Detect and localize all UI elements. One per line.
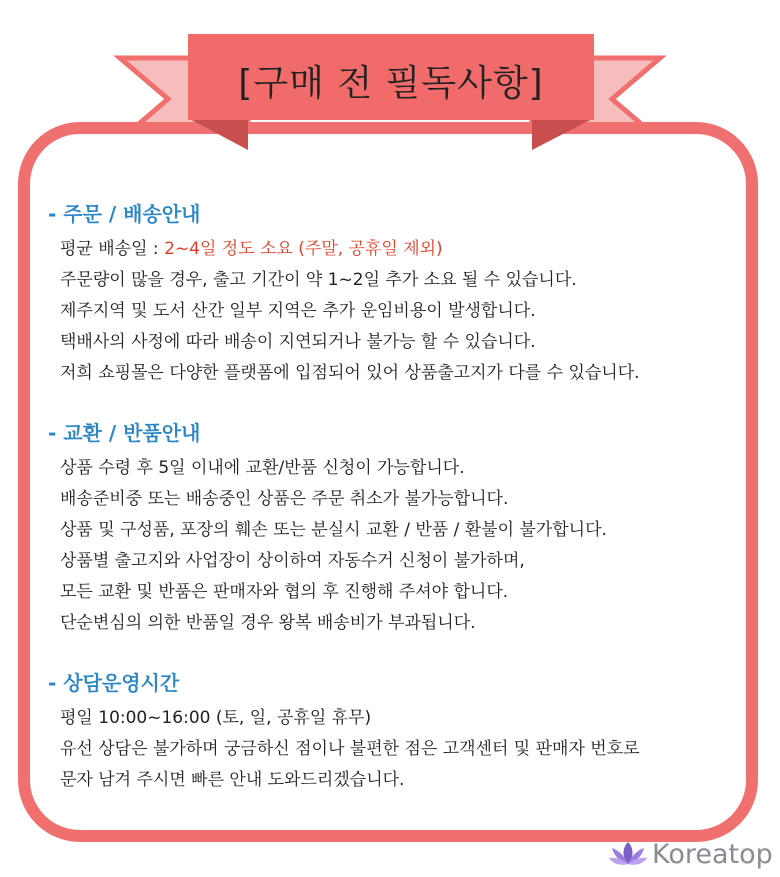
list-item: 모든 교환 및 반품은 판매자와 협의 후 진행해 주셔야 합니다. — [60, 582, 509, 602]
list-item: 택배사의 사정에 따라 배송이 지연되거나 불가능 할 수 있습니다. — [60, 332, 536, 352]
section-heading-consultation: - 상담운영시간 — [48, 671, 180, 695]
list-item: 상품 수령 후 5일 이내에 교환/반품 신청이 가능합니다. — [60, 458, 465, 478]
list-item: 상품 및 구성품, 포장의 훼손 또는 분실시 교환 / 반품 / 환불이 불가합니다. — [60, 520, 607, 540]
brand-logo — [608, 834, 773, 874]
list-item: 문자 남겨 주시면 빠른 안내 도와드리겠습니다. — [60, 770, 405, 790]
shipping-average-value: 2~4일 정도 소요 (주말, 공휴일 제외) — [164, 239, 443, 259]
lotus-icon — [608, 838, 648, 870]
section-heading-exchange: - 교환 / 반품안내 — [48, 421, 201, 445]
page-title: [구매 전 필독사항] — [238, 62, 544, 104]
brand-name: Koreatop — [652, 838, 773, 870]
list-item: 평일 10:00~16:00 (토, 일, 공휴일 휴무) — [60, 708, 372, 728]
list-item: 저희 쇼핑몰은 다양한 플랫폼에 입점되어 있어 상품출고지가 다를 수 있습니다. — [60, 363, 640, 383]
list-item: 유선 상담은 불가하며 궁금하신 점이나 불편한 점은 고객센터 및 판매자 번호로 — [60, 739, 640, 759]
list-item: 제주지역 및 도서 산간 일부 지역은 추가 운임비용이 발생합니다. — [60, 301, 536, 321]
shipping-average-label: 평균 배송일 : — [60, 239, 165, 259]
list-item: 주문량이 많을 경우, 출고 기간이 약 1~2일 추가 소요 될 수 있습니다. — [60, 270, 577, 290]
list-item: 단순변심의 의한 반품일 경우 왕복 배송비가 부과됩니다. — [60, 613, 476, 633]
list-item: 상품별 출고지와 사업장이 상이하여 자동수거 신청이 불가하며, — [60, 551, 525, 571]
shipping-average-days — [60, 234, 443, 259]
section-heading-shipping: - 주문 / 배송안내 — [48, 202, 201, 226]
list-item: 배송준비중 또는 배송중인 상품은 주문 취소가 불가능합니다. — [60, 489, 509, 509]
